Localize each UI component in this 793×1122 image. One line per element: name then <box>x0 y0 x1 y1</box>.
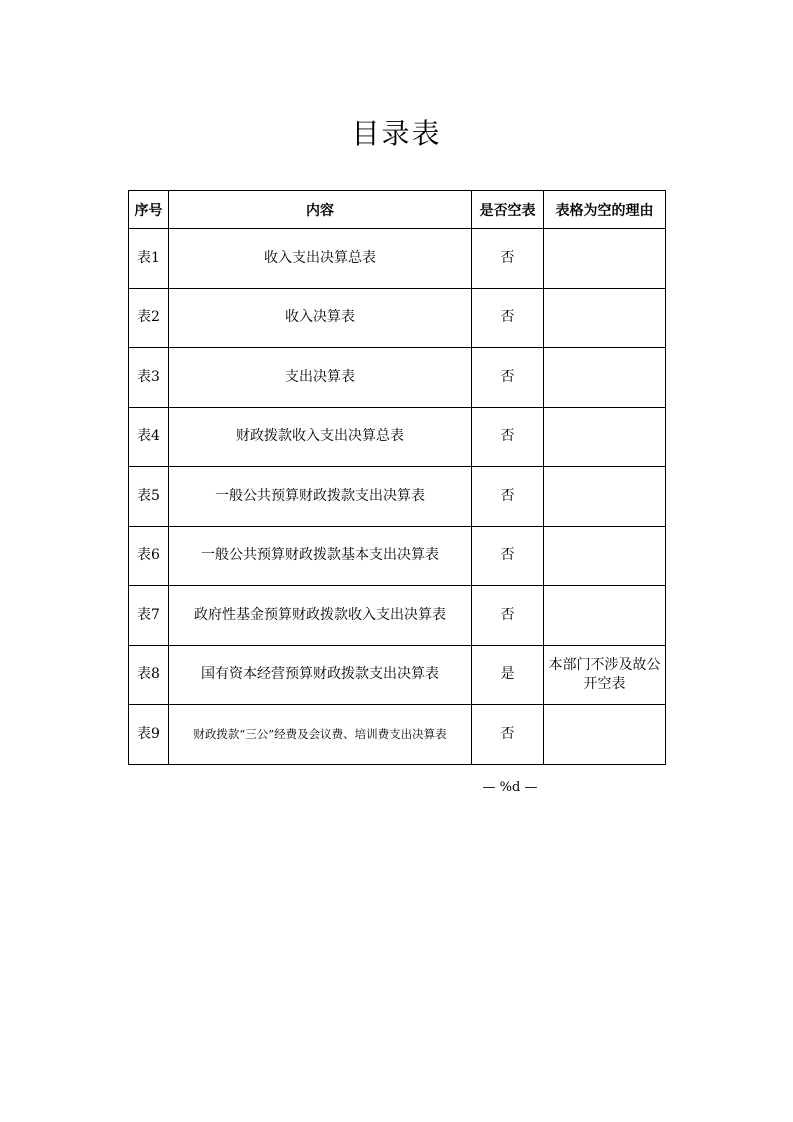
row-is-empty: 否 <box>472 705 544 765</box>
table-row <box>129 407 666 467</box>
row-content: 国有资本经营预算财政拨款支出决算表 <box>169 645 472 705</box>
row-reason <box>544 288 666 348</box>
header-is-empty: 是否空表 <box>472 191 544 229</box>
page-title: 目录表 <box>351 117 442 150</box>
row-is-empty: 否 <box>472 229 544 289</box>
table-row <box>129 705 666 765</box>
row-content: 财政拨款收入支出决算总表 <box>169 407 472 467</box>
row-reason <box>544 467 666 527</box>
row-is-empty: 否 <box>472 467 544 527</box>
table-row <box>129 645 666 705</box>
table-row <box>129 229 666 289</box>
row-reason <box>544 229 666 289</box>
row-is-empty: 否 <box>472 407 544 467</box>
row-content: 一般公共预算财政拨款基本支出决算表 <box>169 526 472 586</box>
row-index: 表8 <box>129 645 169 705</box>
table-row <box>129 467 666 527</box>
table-row <box>129 586 666 646</box>
row-index: 表3 <box>129 348 169 408</box>
table-row <box>129 526 666 586</box>
row-reason <box>544 526 666 586</box>
header-index: 序号 <box>129 191 169 229</box>
row-is-empty: 否 <box>472 348 544 408</box>
row-reason <box>544 586 666 646</box>
row-reason <box>544 348 666 408</box>
row-index: 表2 <box>129 288 169 348</box>
row-index: 表6 <box>129 526 169 586</box>
row-is-empty: 否 <box>472 288 544 348</box>
row-is-empty: 否 <box>472 526 544 586</box>
table-header-row <box>129 191 666 229</box>
table-row <box>129 288 666 348</box>
row-content: 收入支出决算总表 <box>169 229 472 289</box>
header-reason: 表格为空的理由 <box>544 191 666 229</box>
row-index: 表9 <box>129 705 169 765</box>
row-reason: 本部门不涉及故公开空表 <box>544 645 666 705</box>
row-content: 财政拨款“三公”经费及会议费、培训费支出决算表 <box>169 705 472 765</box>
row-content: 支出决算表 <box>169 348 472 408</box>
row-index: 表7 <box>129 586 169 646</box>
page-number: — %d — <box>482 780 538 795</box>
row-content: 政府性基金预算财政拨款收入支出决算表 <box>169 586 472 646</box>
row-is-empty: 是 <box>472 645 544 705</box>
row-content: 一般公共预算财政拨款支出决算表 <box>169 467 472 527</box>
row-reason <box>544 407 666 467</box>
table-row <box>129 348 666 408</box>
row-index: 表5 <box>129 467 169 527</box>
row-is-empty: 否 <box>472 586 544 646</box>
row-index: 表4 <box>129 407 169 467</box>
catalog-table <box>128 190 666 765</box>
row-content: 收入决算表 <box>169 288 472 348</box>
row-reason <box>544 705 666 765</box>
row-index: 表1 <box>129 229 169 289</box>
header-content: 内容 <box>169 191 472 229</box>
